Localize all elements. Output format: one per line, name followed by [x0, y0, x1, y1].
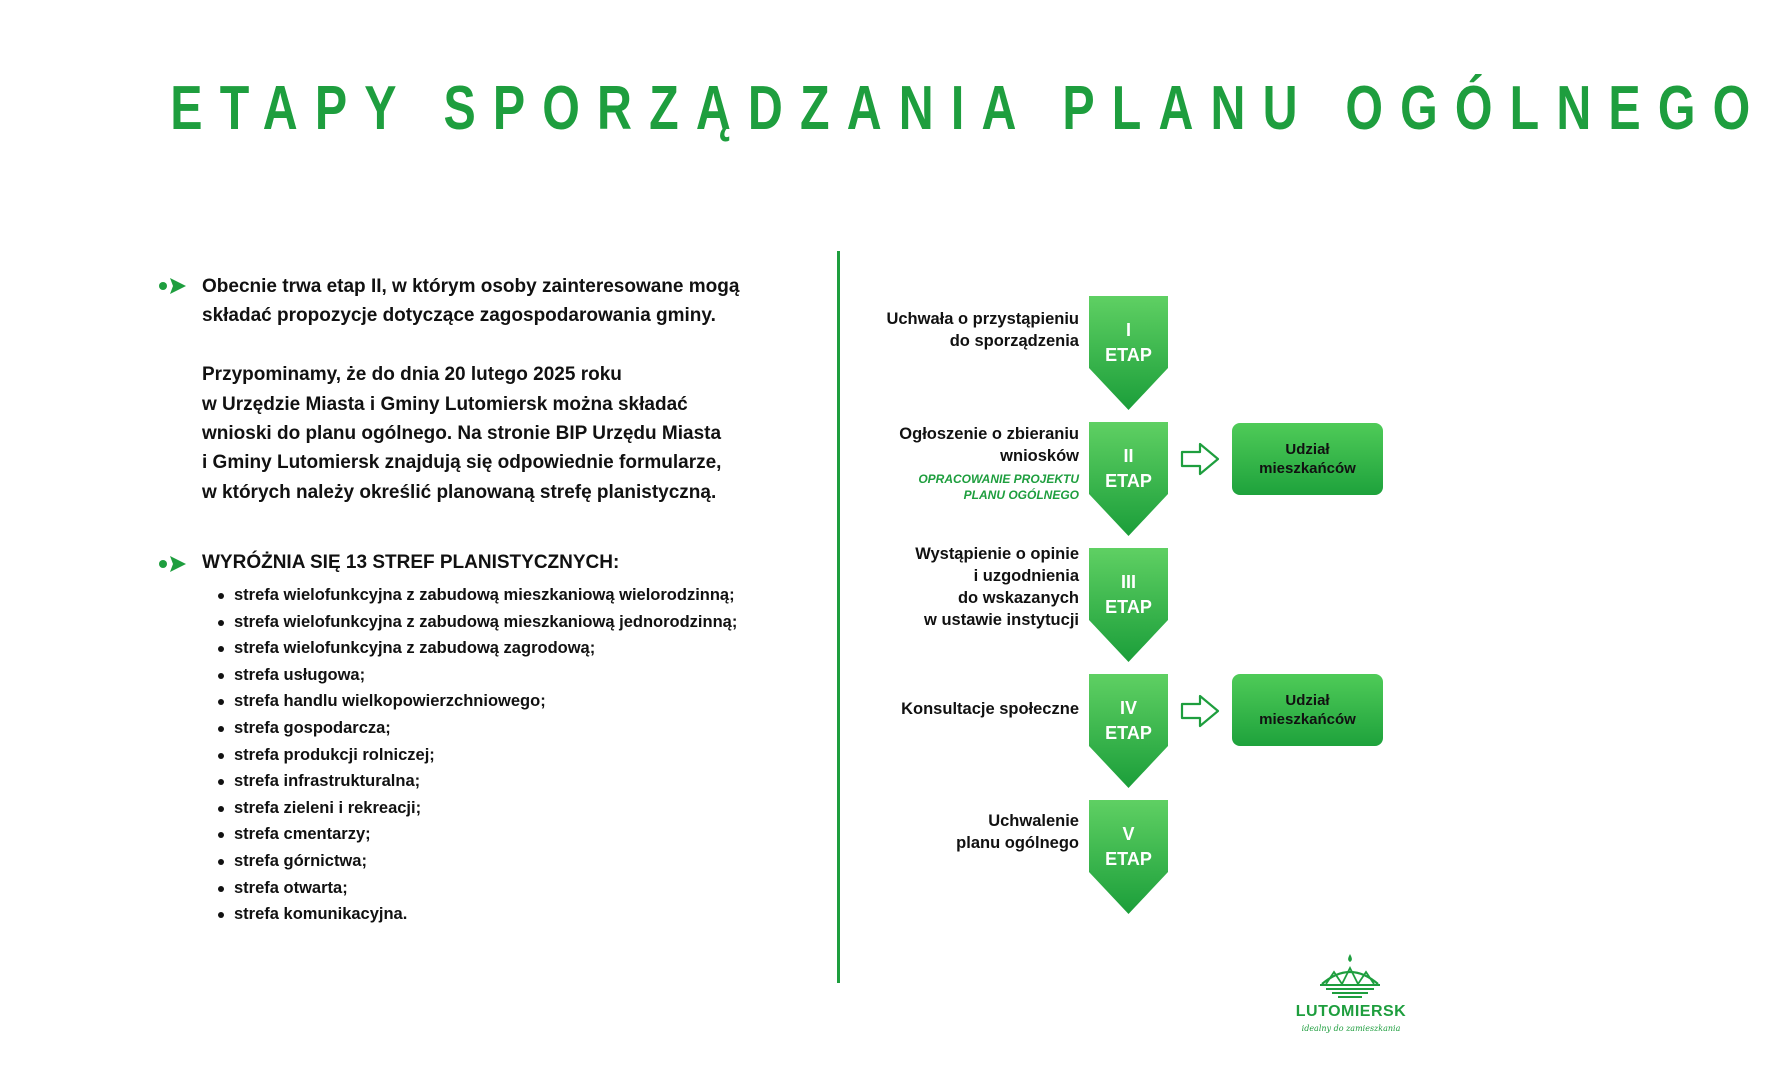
participation-box: Udział mieszkańców: [1232, 423, 1383, 495]
list-item: strefa otwarta;: [218, 875, 737, 902]
stage-3-label: Wystąpienie o opinie i uzgodnienia do wskazanych w ustawie instytucji: [915, 545, 1079, 629]
intro-line-5: w Urzędzie Miasta i Gminy Lutomiersk można składać: [202, 393, 688, 415]
page-title: ETAPY SPORZĄDZANIA PLANU OGÓLNEGO: [170, 74, 1767, 143]
intro-line-7: i Gminy Lutomiersk znajdują się odpowiednie formularze,: [202, 452, 722, 474]
list-item: strefa zieleni i rekreacji;: [218, 795, 737, 822]
stage-2-label: Ogłoszenie o zbieraniu wniosków: [899, 425, 1079, 465]
intro-line-1: Obecnie trwa etap II, w którym osoby zainteresowane mogą: [202, 276, 740, 297]
right-arrow-icon: [1180, 694, 1220, 728]
intro-line-4: Przypominamy, że do dnia 20 lutego 2025 roku: [202, 364, 622, 386]
intro-line-2: składać propozycje dotyczące zagospodarowania gminy.: [202, 305, 716, 327]
zones-heading: WYRÓŻNIA SIĘ 13 STREF PLANISTYCZNYCH:: [202, 552, 620, 573]
stage-4-badge: IV ETAP: [1105, 698, 1152, 743]
list-item: strefa usługowa;: [218, 662, 737, 689]
stage-2-sublabel: OPRACOWANIE PROJEKTU PLANU OGÓLNEGO: [918, 472, 1079, 502]
stage-1-label: Uchwała o przystąpieniu do sporządzenia: [886, 310, 1079, 350]
list-item: strefa cmentarzy;: [218, 821, 737, 848]
list-item: strefa produkcji rolniczej;: [218, 742, 737, 769]
green-arrow-bullet-icon: [158, 274, 188, 298]
stage-4-label: Konsultacje społeczne: [901, 700, 1079, 718]
stage-3-badge: III ETAP: [1105, 572, 1152, 617]
logo-tagline: idealny do zamieszkania: [1301, 1024, 1401, 1033]
list-item: strefa handlu wielkopowierzchniowego;: [218, 688, 737, 715]
stage-5-label: Uchwalenie planu ogólnego: [956, 812, 1079, 852]
intro-line-8: w których należy określić planowaną strefę planistyczną.: [202, 481, 717, 503]
right-arrow-icon: [1180, 442, 1220, 476]
list-item: strefa górnictwa;: [218, 848, 737, 875]
vertical-divider: [837, 251, 840, 983]
stage-2-badge: II ETAP: [1105, 446, 1152, 491]
list-item: strefa komunikacyjna.: [218, 901, 737, 928]
list-item: strefa wielofunkcyjna z zabudową mieszkaniową wielorodzinną;: [218, 582, 737, 609]
list-item: strefa wielofunkcyjna z zabudową mieszkaniową jednorodzinną;: [218, 609, 737, 636]
stage-5-badge: V ETAP: [1105, 824, 1152, 869]
logo-name: LUTOMIERSK: [1295, 1003, 1407, 1020]
green-arrow-bullet-icon: [158, 552, 188, 576]
stage-1-badge: I ETAP: [1105, 320, 1152, 365]
intro-line-6: wnioski do planu ogólnego. Na stronie BIP Urzędu Miasta: [202, 423, 722, 444]
list-item: strefa wielofunkcyjna z zabudową zagrodową;: [218, 635, 737, 662]
zones-list: [218, 582, 737, 928]
participation-box: Udział mieszkańców: [1232, 674, 1383, 746]
list-item: strefa infrastrukturalna;: [218, 768, 737, 795]
list-item: strefa gospodarcza;: [218, 715, 737, 742]
